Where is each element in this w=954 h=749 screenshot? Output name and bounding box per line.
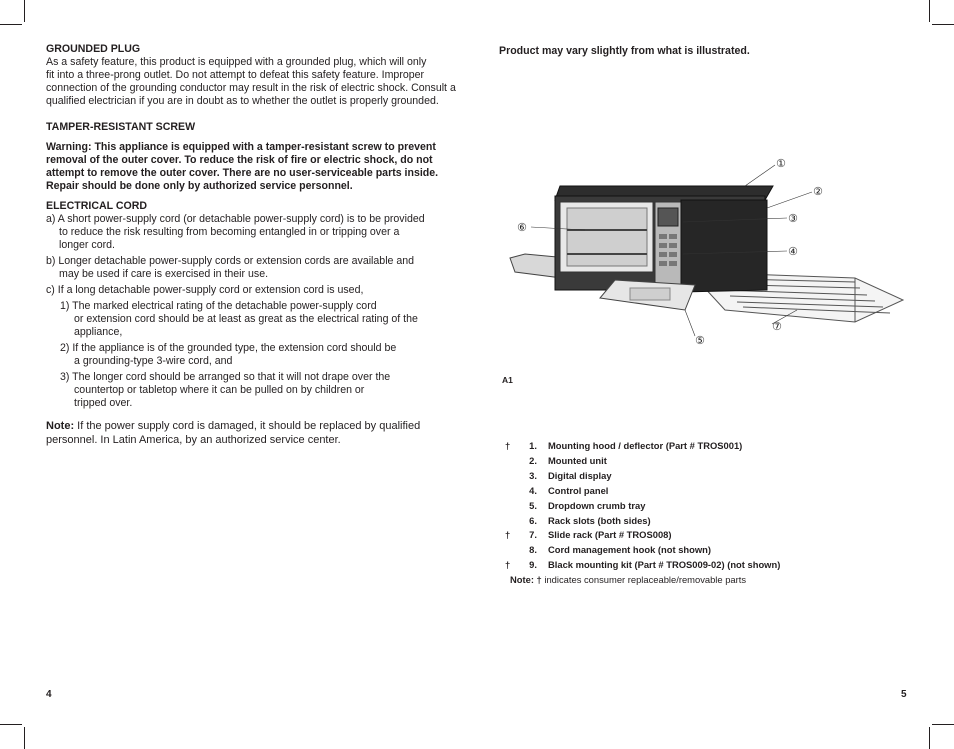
item-text: Mounted unit	[548, 454, 607, 466]
list-item: b) Longer detachable power-supply cords or extension cords are available and	[46, 255, 415, 267]
body-line: As a safety feature, this product is equipped with a grounded plug, which will only	[46, 56, 427, 68]
note-label: Note:	[46, 420, 75, 432]
crop-mark	[0, 24, 22, 25]
dagger: †	[505, 440, 511, 451]
item-number: 8.	[529, 544, 537, 556]
body-line: qualified electrician if you are in doubt as to whether the outlet is properly grounded.	[46, 95, 439, 107]
note-text: indicates consumer replaceable/removable parts	[541, 574, 747, 586]
sub-item-cont: tripped over.	[74, 397, 133, 409]
grounded-plug-section	[46, 43, 458, 108]
item-number: 9.	[529, 559, 537, 571]
crop-mark	[24, 727, 25, 749]
callout-4: ④	[788, 245, 798, 258]
page-number-right: 5	[901, 689, 907, 700]
oven-body	[555, 186, 773, 292]
list-item	[505, 469, 780, 484]
disclaimer: Product may vary slightly from what is illustrated.	[499, 45, 750, 57]
toaster-oven-illustration	[505, 150, 905, 375]
list-item: c) If a long detachable power-supply cord or extension cord is used,	[46, 284, 364, 296]
crop-mark	[932, 24, 954, 25]
list-item	[505, 558, 780, 573]
list-item	[505, 454, 780, 469]
list-item	[505, 543, 780, 558]
crop-mark	[929, 727, 930, 749]
dagger: †	[505, 559, 511, 571]
note-text: If the power supply cord is damaged, it should be replaced by qualified	[74, 420, 421, 432]
callout-2: ②	[813, 185, 823, 198]
item-number: 2.	[529, 454, 537, 466]
digital-display	[658, 208, 678, 226]
sub-item: 2) If the appliance is of the grounded type, the extension cord should be	[60, 342, 397, 354]
note-line	[46, 419, 458, 433]
item-number: 6.	[529, 514, 537, 526]
item-number: 1.	[529, 440, 537, 451]
sub-item: 3) The longer cord should be arranged so that it will not drape over the	[60, 371, 391, 383]
page-number-left: 4	[46, 689, 52, 700]
crop-mark	[929, 0, 930, 22]
list-item	[505, 514, 780, 529]
list-item: a) A short power-supply cord (or detachable power-supply cord) is to be provided	[46, 213, 425, 225]
sub-item: 1) The marked electrical rating of the detachable power-supply cord	[60, 300, 377, 312]
item-text: Rack slots (both sides)	[548, 514, 651, 526]
callout-3: ③	[788, 212, 798, 225]
list-item	[505, 484, 780, 499]
callout-7: ⑦	[772, 320, 782, 333]
note-line: personnel. In Latin America, by an authorized service center.	[46, 434, 341, 446]
list-item-cont: longer cord.	[59, 239, 115, 251]
sub-item-cont: countertop or tabletop where it can be pulled on by children or	[74, 384, 365, 396]
list-item	[505, 439, 780, 454]
sub-item-cont: appliance,	[74, 326, 123, 338]
callout-1: ①	[776, 157, 786, 170]
tamper-heading: TAMPER-RESISTANT SCREW	[46, 121, 196, 133]
body-line: fit into a three-prong outlet. Do not attempt to defeat this safety feature. Improper	[46, 69, 425, 81]
list-item	[505, 528, 780, 543]
item-text: Cord management hook (not shown)	[548, 544, 712, 556]
dagger	[505, 484, 516, 499]
list-item	[505, 499, 780, 514]
item-number: 4.	[529, 484, 537, 496]
figure-label: A1	[502, 375, 513, 385]
list-item-cont: may be used if care is exercised in their use.	[59, 268, 269, 280]
dagger	[505, 469, 516, 484]
electrical-cord-section	[46, 200, 458, 410]
sub-item-cont: or extension cord should be at least as great as the electrical rating of the	[74, 313, 418, 325]
grounded-plug-heading: GROUNDED PLUG	[46, 43, 141, 55]
electrical-cord-heading: ELECTRICAL CORD	[46, 200, 148, 212]
dagger: †	[505, 529, 511, 541]
warning-line: Warning: This appliance is equipped with a tamper-resistant screw to prevent	[46, 141, 436, 153]
warning-line: attempt to remove the outer cover. There are no user-serviceable parts inside.	[46, 167, 439, 179]
warning-line: Repair should be done only by authorized service personnel.	[46, 180, 353, 192]
parts-list	[505, 439, 780, 588]
cord-note	[46, 419, 458, 447]
left-column	[46, 43, 458, 447]
dagger	[505, 499, 516, 514]
dagger	[505, 454, 516, 469]
parts-note	[510, 573, 780, 588]
tamper-section	[46, 121, 458, 193]
item-text: Slide rack (Part # TROS008)	[548, 529, 672, 541]
crop-mark	[24, 0, 25, 22]
item-text: Mounting hood / deflector (Part # TROS001)	[548, 440, 743, 451]
item-text: Control panel	[548, 484, 609, 496]
list-item-cont: to reduce the risk resulting from becoming entangled in or tripping over a	[59, 226, 400, 238]
note-label: Note: †	[510, 574, 542, 586]
item-number: 5.	[529, 499, 537, 511]
sub-item-cont: a grounding-type 3-wire cord, and	[74, 355, 233, 367]
item-text: Black mounting kit (Part # TROS009-02) (not shown)	[548, 559, 781, 571]
body-line: connection of the grounding conductor may result in the risk of electric shock. Consult a	[46, 82, 456, 94]
item-number: 7.	[529, 529, 537, 541]
item-number: 3.	[529, 469, 537, 481]
crop-mark	[932, 724, 954, 725]
dagger	[505, 514, 516, 529]
dagger	[505, 543, 516, 558]
item-text: Digital display	[548, 469, 612, 481]
callout-5: ⑤	[695, 334, 705, 347]
item-text: Dropdown crumb tray	[548, 499, 646, 511]
callout-6: ⑥	[517, 221, 527, 234]
crop-mark	[0, 724, 22, 725]
warning-line: removal of the outer cover. To reduce the risk of fire or electric shock, do not	[46, 154, 433, 166]
